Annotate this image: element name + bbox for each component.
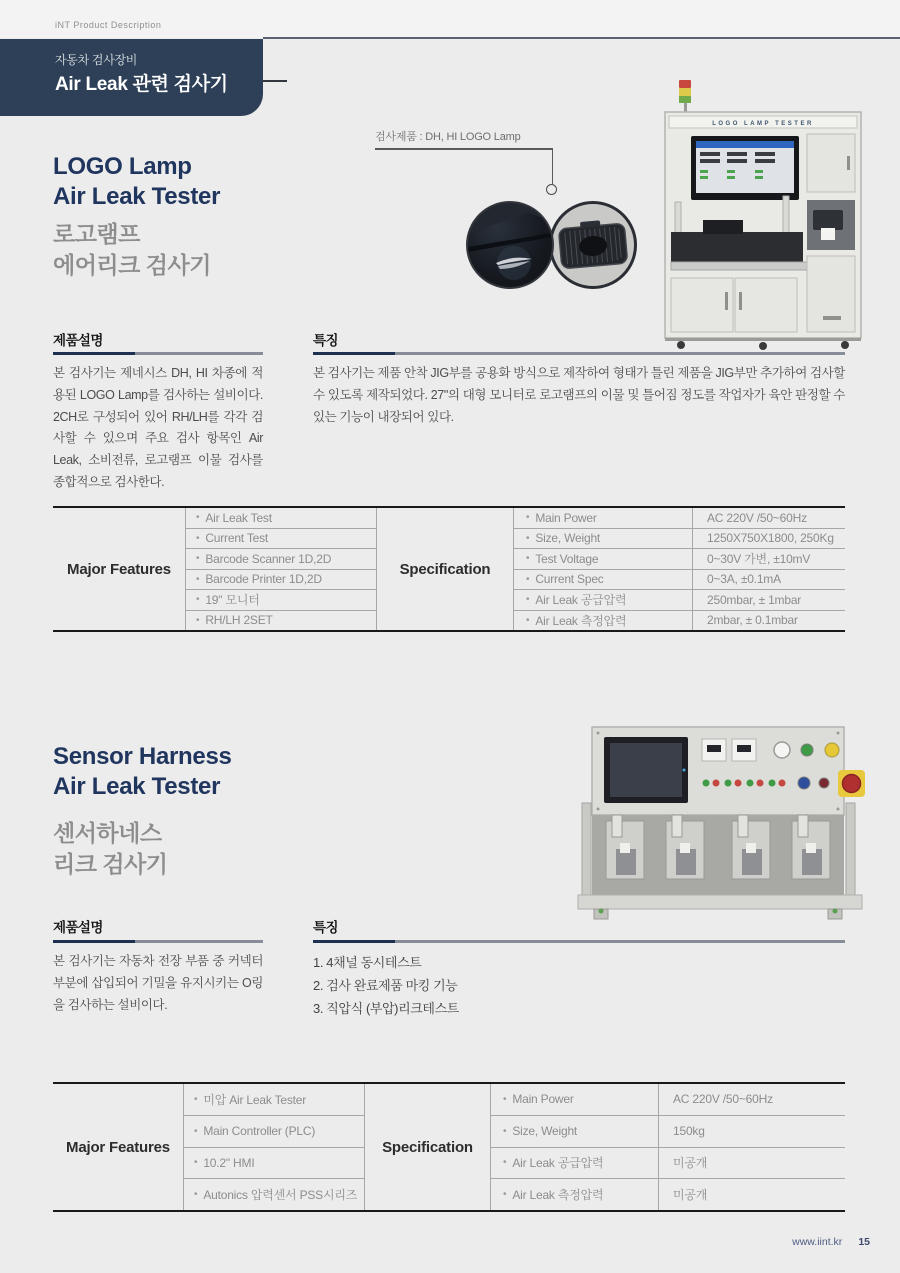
spec-value <box>693 529 845 549</box>
spec-value-label: 0~3A, ±0.1mA <box>707 572 781 587</box>
spec-name <box>514 508 693 528</box>
spec-name-label: • Main Power <box>512 1092 574 1107</box>
car-interior-illustration <box>468 203 552 287</box>
product1-title-en-line1: LOGO Lamp <box>53 153 192 180</box>
callout-label: 검사제품 : DH, HI LOGO Lamp <box>375 131 521 143</box>
spec-row <box>514 529 845 550</box>
hmi-touchscreen <box>604 737 688 803</box>
product2-title-en-line1: Sensor Harness <box>53 743 232 770</box>
feature-item <box>184 1116 364 1148</box>
spec-row <box>514 549 845 570</box>
callout-line-vertical <box>552 148 554 184</box>
top-band <box>0 0 900 38</box>
product2-description-text: 본 검사기는 자동차 전장 부품 중 커넥터 부분에 삽입되어 기밀을 유지시키는 O링을 검사하는 설비이다. <box>53 954 263 1012</box>
spec-name-label: • Current Spec <box>535 572 604 587</box>
header-rule <box>263 37 900 39</box>
spec-value-label: 250mbar, ± 1mbar <box>707 592 802 607</box>
spec-value-label: 미공개 <box>673 1188 708 1203</box>
feature-item-label: • Main Controller (PLC) <box>203 1124 316 1139</box>
product1-features-heading: 특징 <box>313 333 338 348</box>
product2-spec-table <box>53 1082 845 1212</box>
spec-name-label: • Size, Weight <box>535 531 601 546</box>
feature-item <box>186 611 376 631</box>
signal-tower-icon <box>679 80 691 112</box>
feature-item <box>186 508 376 529</box>
spec-name <box>514 549 693 569</box>
spec-row <box>491 1116 845 1148</box>
spec-value <box>659 1116 845 1147</box>
feature-item <box>184 1179 364 1210</box>
spec-row <box>491 1179 845 1210</box>
spec-value-label: 2mbar, ± 0.1mbar <box>707 613 798 628</box>
panel-buttons-top <box>774 742 839 758</box>
major-features-header: Major Features <box>66 1138 170 1156</box>
product2-features-list <box>313 951 845 1020</box>
document-label: iNT Product Description <box>55 20 162 30</box>
spec-value <box>659 1148 845 1179</box>
spec-name <box>491 1084 659 1115</box>
spec-name-label: • Air Leak 측정압력 <box>512 1188 604 1203</box>
category-title: Air Leak 관련 검사기 <box>55 74 228 95</box>
logo-lamp-unit <box>558 218 628 269</box>
rule-accent <box>53 940 135 943</box>
spec-name-label: • Air Leak 공급압력 <box>512 1156 604 1171</box>
major-features-column <box>183 1084 365 1210</box>
feature-item-label: • 19" 모니터 <box>205 593 260 608</box>
base-plate <box>578 895 862 919</box>
spec-name-label: • Test Voltage <box>535 551 599 566</box>
page-number: 15 <box>858 1236 870 1248</box>
product1-title-ko <box>53 219 211 281</box>
feature-item-label: • 10.2" HMI <box>203 1155 255 1170</box>
rule-accent <box>313 940 395 943</box>
spec-row <box>491 1084 845 1116</box>
spec-name <box>514 529 693 549</box>
website-url: www.iint.kr <box>792 1236 843 1248</box>
product2-description-heading: 제품설명 <box>53 920 103 935</box>
spec-value-label: 1250X750X1800, 250Kg <box>707 531 834 546</box>
feature-item <box>186 570 376 591</box>
spec-name <box>514 590 693 610</box>
product1-spec-table <box>53 506 845 632</box>
spec-name <box>491 1116 659 1147</box>
emergency-stop-icon <box>838 770 865 797</box>
major-features-header: Major Features <box>67 560 171 578</box>
callout-line-horizontal <box>375 148 553 150</box>
spec-value <box>693 570 845 590</box>
spec-value <box>659 1084 845 1115</box>
casters <box>665 338 861 350</box>
category-dash <box>263 80 287 82</box>
machine-banner-label: LOGO LAMP TESTER <box>712 121 814 127</box>
product2-title-ko <box>53 818 167 880</box>
spec-name <box>491 1179 659 1210</box>
right-upper-door <box>807 134 855 192</box>
spec-name <box>514 570 693 590</box>
lamp-module-illustration <box>552 204 634 286</box>
features-list-item: 1. 4채널 동시테스트 <box>313 955 422 970</box>
spec-name-label: • Air Leak 공급압력 <box>535 593 627 608</box>
spec-value-label: 미공개 <box>673 1156 708 1171</box>
spec-row <box>491 1148 845 1180</box>
category-subtitle: 자동차 검사장비 <box>55 53 138 67</box>
product-photo-car-interior <box>466 201 554 289</box>
spec-row <box>514 611 845 631</box>
spec-value <box>693 549 845 569</box>
spec-value-label: AC 220V /50~60Hz <box>673 1092 773 1107</box>
specification-column <box>490 1084 845 1210</box>
rule-accent <box>313 352 395 355</box>
feature-item-label: • RH/LH 2SET <box>205 613 273 628</box>
logo-lamp-tester-machine-photo <box>655 80 870 350</box>
product1-description-heading: 제품설명 <box>53 333 103 348</box>
features-list-item: 3. 직압식 (부압)리크테스트 <box>313 1001 459 1016</box>
feature-item <box>184 1148 364 1180</box>
feature-item-label: • 미압 Air Leak Tester <box>203 1092 307 1107</box>
door-panel-upper <box>468 203 552 233</box>
product1-description-rule <box>53 352 263 355</box>
specification-header: Specification <box>382 1138 473 1156</box>
spec-name-label: • Size, Weight <box>512 1124 578 1139</box>
product2-title-ko-line2: 리크 검사기 <box>53 851 168 877</box>
printer-compartment <box>807 200 855 250</box>
spec-name <box>514 611 693 631</box>
product1-description-text: 본 검사기는 제네시스 DH, HI 차종에 적용된 LOGO Lamp를 검사하는 설비이다. 2CH로 구성되어 있어 RH/LH를 각각 검사할 수 있으며 주요 검사 항목인 Air Leak, 소비전류, 로고램프 이물 검사를 종합적으로 검사한다. <box>53 366 263 489</box>
product2-features-rule <box>313 940 845 943</box>
spec-value <box>693 611 845 631</box>
spec-value <box>659 1179 845 1210</box>
spec-value-label: 0~30V 가변, ±10mV <box>707 552 811 567</box>
product2-description-rule <box>53 940 263 943</box>
monitor <box>691 136 799 200</box>
product2-title-en <box>53 742 232 802</box>
product1-features-text: 본 검사기는 제품 안착 JIG부를 공용화 방식으로 제작하여 형태가 틀린 제품을 JIG부만 추가하여 검사할 수 있도록 제작되었다. 27"의 대형 모니터로 로고램프의 이물 및 틀어짐 정도를 작업자가 육안 판정할 수 있는 기능이 내장되어 있다. <box>313 366 845 424</box>
feature-item <box>186 529 376 550</box>
product1-title-ko-line2: 에어리크 검사기 <box>53 252 211 278</box>
product1-title-ko-line1: 로고램프 <box>53 221 140 247</box>
page-footer <box>0 1236 870 1248</box>
spec-value <box>693 590 845 610</box>
spec-row <box>514 508 845 529</box>
feature-item-label: • Current Test <box>205 531 269 546</box>
feature-item <box>186 590 376 611</box>
spec-value <box>693 508 845 528</box>
feature-item-label: • Air Leak Test <box>205 510 272 525</box>
spec-name-label: • Main Power <box>535 510 597 525</box>
spec-row <box>514 590 845 611</box>
product2-title-ko-line1: 센서하네스 <box>53 820 162 846</box>
product1-title-en-line2: Air Leak Tester <box>53 183 221 210</box>
feature-item-label: • Barcode Printer 1D,2D <box>205 572 322 587</box>
feature-item <box>186 549 376 570</box>
spec-value-label: 150kg <box>673 1124 705 1139</box>
product-photo-lamp-module <box>549 201 637 289</box>
spec-name <box>491 1148 659 1179</box>
product1-features-rule <box>313 352 845 355</box>
feature-item-label: • Barcode Scanner 1D,2D <box>205 551 332 566</box>
specification-column <box>513 508 845 630</box>
spec-value-label: AC 220V /50~60Hz <box>707 510 807 525</box>
features-list-item: 2. 검사 완료제품 마킹 기능 <box>313 978 458 993</box>
product1-title-en <box>53 152 220 212</box>
sensor-harness-tester-machine-photo <box>560 715 880 930</box>
specification-header: Specification <box>399 560 491 578</box>
rule-accent <box>53 352 135 355</box>
major-features-column <box>185 508 377 630</box>
feature-item <box>184 1084 364 1116</box>
spec-row <box>514 570 845 591</box>
callout-marker-icon <box>546 184 557 195</box>
product2-title-en-line2: Air Leak Tester <box>53 773 221 800</box>
product2-features-heading: 특징 <box>313 920 338 935</box>
spec-name-label: • Air Leak 측정압력 <box>535 613 627 628</box>
feature-item-label: • Autonics 압력센서 PSS시리즈 <box>203 1188 358 1203</box>
